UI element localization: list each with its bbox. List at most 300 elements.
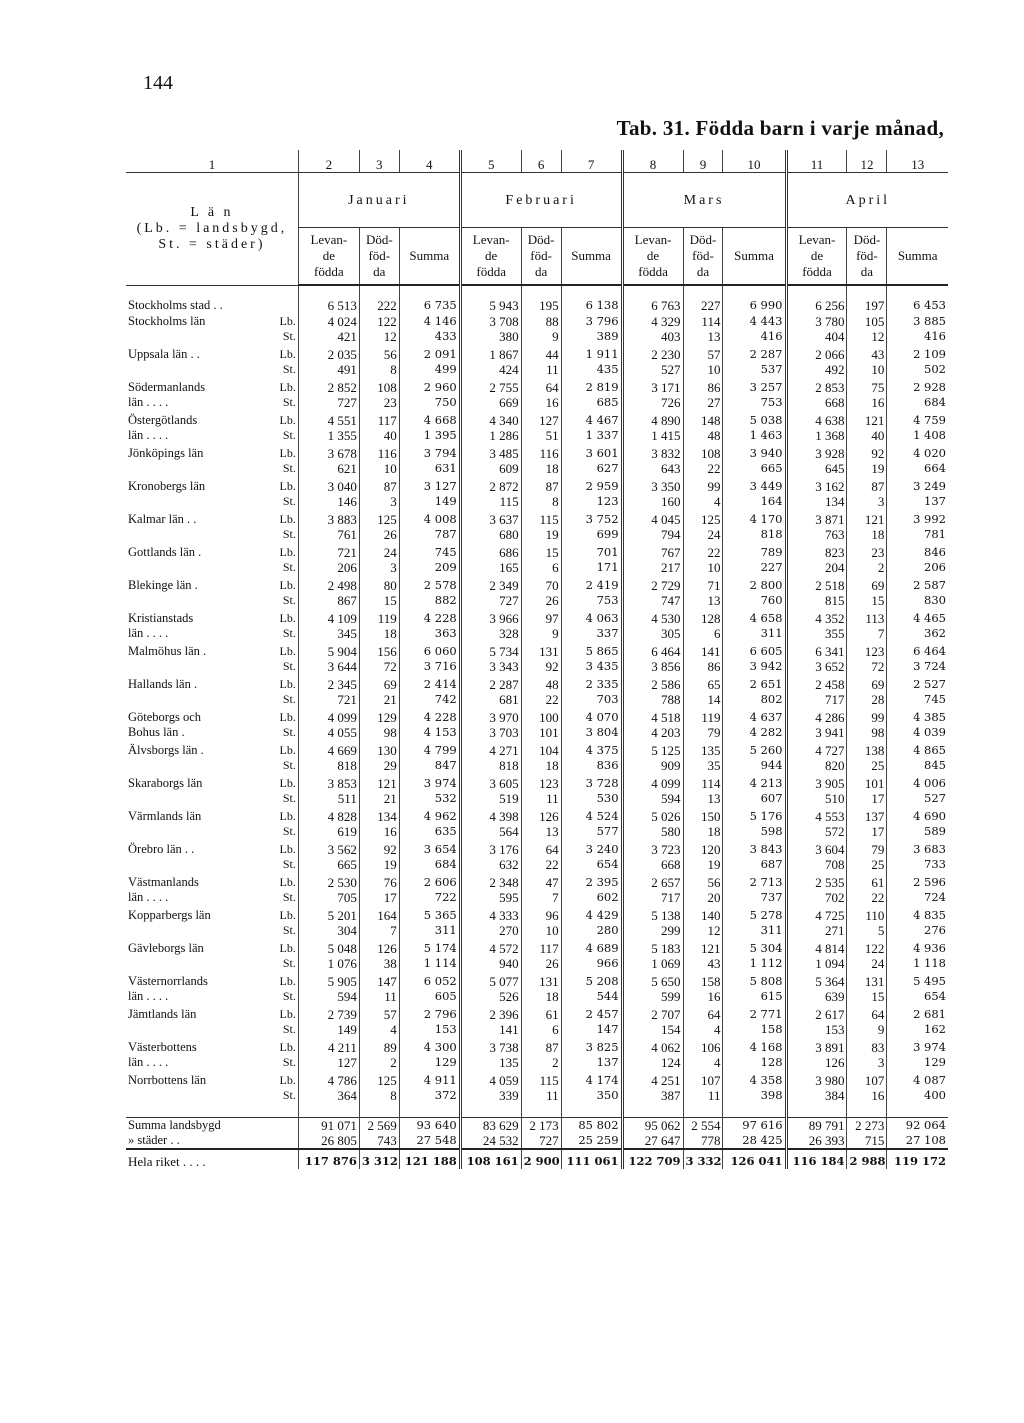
spacer-cell [622,285,683,298]
table-row [126,544,948,560]
sum-cell: 6 060 [399,643,460,659]
area-type: St. [282,890,296,904]
live-births-cell: 27 647 [622,1133,683,1149]
live-births-cell: 1 415 [622,428,683,445]
live-births-cell: 1 286 [460,428,521,445]
column-number: 9 [683,150,723,173]
sum-cell: 1 112 [723,956,786,973]
stillbirths-cell: 131 [847,973,887,989]
county-header-line-3: St. = städer) [158,236,266,252]
stillbirths-cell: 164 [359,907,399,923]
stillbirths-cell: 119 [683,709,723,725]
live-births-cell: 632 [460,857,521,874]
county-cell [126,428,298,445]
county-cell [126,890,298,907]
sum-cell: 742 [399,692,460,709]
live-births-cell: 91 071 [298,1118,359,1134]
sum-cell: 27 548 [399,1133,460,1149]
county-label [128,941,296,956]
live-births-cell: 909 [622,758,683,775]
live-births-cell: 3 905 [786,775,847,791]
sum-cell: 85 802 [561,1118,622,1134]
stillbirths-cell: 21 [359,791,399,808]
county-cell [126,907,298,923]
stillbirths-header [359,228,399,286]
stillbirths-cell: 75 [847,379,887,395]
county-name: Kristianstads [128,611,194,625]
live-births-cell: 305 [622,626,683,643]
table-row [126,346,948,362]
live-births-cell: 4 024 [298,313,359,329]
stillbirths-cell: 2 [359,1055,399,1072]
stillbirths-cell: 13 [683,593,723,610]
county-label [128,743,296,758]
live-births-cell: 108 161 [460,1149,521,1169]
sum-cell: 3 942 [723,659,786,676]
stillbirths-cell: 2 [847,560,887,577]
stillbirths-cell: 715 [847,1133,887,1149]
sum-cell: 1 408 [887,428,948,445]
stillbirths-cell: 222 [359,298,399,313]
sum-cell: 398 [723,1088,786,1105]
spacer-cell [399,285,460,298]
live-births-header-line: Levan- [634,232,672,247]
sum-cell: 2 928 [887,379,948,395]
live-births-cell: 4 251 [622,1072,683,1088]
sum-cell: 2 091 [399,346,460,362]
sum-cell: 684 [399,857,460,874]
stillbirths-cell: 4 [359,1022,399,1039]
sum-cell: 665 [723,461,786,478]
table-row [126,1088,948,1105]
sum-cell: 4 443 [723,313,786,329]
live-births-cell: 4 211 [298,1039,359,1055]
stillbirths-cell: 98 [847,725,887,742]
county-label [128,1154,296,1169]
sum-cell: 4 039 [887,725,948,742]
stillbirths-cell: 19 [359,857,399,874]
county-name: Gävleborgs län [128,941,204,955]
county-label [128,923,296,938]
county-label [128,644,296,659]
column-number: 1 [126,150,298,173]
area-type: St. [282,593,296,607]
sum-cell: 3 435 [561,659,622,676]
stillbirths-cell: 10 [683,362,723,379]
stillbirths-cell: 121 [847,412,887,428]
sum-cell: 846 [887,544,948,560]
sum-cell: 2 800 [723,577,786,593]
county-name: Västernorrlands [128,974,208,988]
table-row [126,643,948,659]
sum-cell: 530 [561,791,622,808]
live-births-cell: 3 883 [298,511,359,527]
live-births-cell: 3 040 [298,478,359,494]
county-name: Östergötlands [128,413,198,427]
county-cell [126,791,298,808]
table-row [126,709,948,725]
live-births-cell: 339 [460,1088,521,1105]
live-births-cell: 3 176 [460,841,521,857]
table-row [126,791,948,808]
county-label [128,314,296,329]
stillbirths-cell: 123 [847,643,887,659]
live-births-cell: 2 657 [622,874,683,890]
stillbirths-cell: 147 [359,973,399,989]
live-births-cell: 2 707 [622,1006,683,1022]
table-row [126,659,948,676]
sum-cell: 209 [399,560,460,577]
stillbirths-cell: 80 [359,577,399,593]
stillbirths-cell: 6 [683,626,723,643]
column-number: 2 [298,150,359,173]
stillbirths-cell: 115 [521,511,561,527]
stillbirths-cell: 197 [847,298,887,313]
sum-cell: 2 287 [723,346,786,362]
live-births-cell: 3 891 [786,1039,847,1055]
county-label [128,659,296,674]
live-births-cell: 599 [622,989,683,1006]
sum-header: Summa [887,228,948,286]
column-number: 8 [622,150,683,173]
live-births-cell: 3 162 [786,478,847,494]
live-births-cell: 3 171 [622,379,683,395]
stillbirths-cell: 4 [683,1055,723,1072]
live-births-cell: 2 852 [298,379,359,395]
table-row [126,379,948,395]
sum-cell: 149 [399,494,460,511]
stillbirths-header-line: Död- [689,232,717,247]
sum-cell: 502 [887,362,948,379]
stillbirths-cell: 119 [359,610,399,626]
stillbirths-cell: 11 [521,1088,561,1105]
sum-cell: 4 358 [723,1072,786,1088]
sum-cell: 276 [887,923,948,940]
sum-cell: 137 [887,494,948,511]
stillbirths-cell: 121 [847,511,887,527]
live-births-cell: 3 871 [786,511,847,527]
live-births-cell: 668 [786,395,847,412]
sum-cell: 3 974 [887,1039,948,1055]
table-row [126,676,948,692]
stillbirths-cell: 14 [683,692,723,709]
live-births-cell: 5 183 [622,940,683,956]
stillbirths-cell: 134 [359,808,399,824]
sum-cell: 966 [561,956,622,973]
sum-cell: 589 [887,824,948,841]
live-births-header [460,228,521,286]
stillbirths-cell: 3 312 [359,1149,399,1169]
sum-cell: 2 651 [723,676,786,692]
county-label [128,989,296,1004]
stillbirths-cell: 122 [359,313,399,329]
stillbirths-cell: 76 [359,874,399,890]
sum-cell: 119 172 [887,1149,948,1169]
table-row [126,692,948,709]
county-cell [126,874,298,890]
stillbirths-cell: 17 [847,824,887,841]
area-type: Lb. [279,776,296,790]
stillbirths-cell: 61 [847,874,887,890]
county-cell [126,841,298,857]
stillbirths-cell: 129 [359,709,399,725]
stillbirths-cell: 227 [683,298,723,313]
county-name: Blekinge län . [128,578,198,592]
table-row [126,1022,948,1039]
sum-cell: 602 [561,890,622,907]
sum-cell: 818 [723,527,786,544]
stillbirths-cell: 71 [683,577,723,593]
area-type: St. [282,362,296,376]
sum-cell: 311 [399,923,460,940]
county-cell [126,478,298,494]
page-number: 144 [143,72,173,94]
county-name: Västerbottens [128,1040,197,1054]
sum-cell: 733 [887,857,948,874]
live-births-cell: 3 562 [298,841,359,857]
stillbirths-cell: 16 [847,1088,887,1105]
sum-cell: 847 [399,758,460,775]
area-type: St. [282,428,296,442]
sum-cell: 737 [723,890,786,907]
live-births-cell: 3 723 [622,841,683,857]
live-births-cell: 165 [460,560,521,577]
county-label [128,1118,296,1133]
live-births-cell: 761 [298,527,359,544]
table-row [126,890,948,907]
sum-cell: 631 [399,461,460,478]
stillbirths-cell: 22 [683,544,723,560]
county-cell [126,544,298,560]
column-number: 12 [847,150,887,173]
table-row [126,626,948,643]
sum-cell: 760 [723,593,786,610]
live-births-cell: 6 763 [622,298,683,313]
spacer-cell [683,285,723,298]
spacer-cell [521,1105,561,1118]
county-label [128,380,296,395]
stillbirths-header-line: Död- [365,232,393,247]
stillbirths-cell: 2 554 [683,1118,723,1134]
stillbirths-cell: 128 [683,610,723,626]
live-births-header-line: Levan- [472,232,510,247]
stillbirths-cell: 26 [359,527,399,544]
live-births-cell: 5 125 [622,742,683,758]
stillbirths-cell: 121 [683,940,723,956]
live-births-cell: 717 [622,890,683,907]
stillbirths-cell: 24 [683,527,723,544]
county-label [128,395,296,410]
area-type: Lb. [279,1007,296,1021]
county-label [128,362,296,377]
sum-cell: 3 940 [723,445,786,461]
sum-cell: 4 153 [399,725,460,742]
stillbirths-cell: 15 [521,544,561,560]
area-type: St. [282,395,296,409]
sum-cell: 2 819 [561,379,622,395]
county-label [128,776,296,791]
stillbirths-cell: 131 [521,973,561,989]
area-type: St. [282,725,296,739]
sum-cell: 4 063 [561,610,622,626]
live-births-cell: 384 [786,1088,847,1105]
county-cell [126,593,298,610]
stillbirths-cell: 4 [683,494,723,511]
stillbirths-cell: 19 [683,857,723,874]
live-births-cell: 404 [786,329,847,346]
sum-cell: 4 087 [887,1072,948,1088]
stillbirths-cell: 18 [359,626,399,643]
stillbirths-cell: 57 [359,1006,399,1022]
stillbirths-cell: 18 [521,989,561,1006]
sum-cell: 5 208 [561,973,622,989]
column-number: 5 [460,150,521,173]
stillbirths-cell: 108 [683,445,723,461]
live-births-cell: 727 [298,395,359,412]
sum-cell: 1 911 [561,346,622,362]
live-births-cell: 403 [622,329,683,346]
table-row [126,1133,948,1149]
live-births-cell: 3 652 [786,659,847,676]
sum-cell: 607 [723,791,786,808]
county-name: Hallands län . [128,677,198,691]
sum-cell: 129 [399,1055,460,1072]
live-births-cell: 2 535 [786,874,847,890]
stillbirths-cell: 38 [359,956,399,973]
sum-cell: 2 419 [561,577,622,593]
stillbirths-cell: 22 [683,461,723,478]
county-cell [126,577,298,593]
sum-cell: 2 457 [561,1006,622,1022]
county-cell [126,775,298,791]
spacer-cell [126,285,298,298]
stillbirths-cell: 70 [521,577,561,593]
live-births-cell: 5 138 [622,907,683,923]
spacer-cell [887,1105,948,1118]
area-type: St. [282,923,296,937]
stillbirths-cell: 104 [521,742,561,758]
area-type: St. [282,857,296,871]
stillbirths-cell: 8 [521,494,561,511]
stillbirths-cell: 116 [359,445,399,461]
area-type: Lb. [279,1073,296,1087]
live-births-cell: 3 644 [298,659,359,676]
sum-cell: 111 061 [561,1149,622,1169]
county-name: län . . . . [128,626,169,640]
table-row [126,1039,948,1055]
stillbirths-cell: 107 [683,1072,723,1088]
sum-cell: 685 [561,395,622,412]
table-row [126,461,948,478]
stillbirths-cell: 2 273 [847,1118,887,1134]
sum-cell: 1 118 [887,956,948,973]
county-cell [126,956,298,973]
stillbirths-header-line: da [373,264,386,279]
sum-cell: 2 587 [887,577,948,593]
stillbirths-cell: 99 [683,478,723,494]
live-births-header-line: de [810,248,824,263]
live-births-cell: 304 [298,923,359,940]
live-births-cell: 4 551 [298,412,359,428]
live-births-cell: 6 341 [786,643,847,659]
county-name: Hela riket . . . . [128,1154,206,1169]
county-cell [126,362,298,379]
live-births-cell: 95 062 [622,1118,683,1134]
stillbirths-cell: 18 [683,824,723,841]
sum-cell: 5 278 [723,907,786,923]
county-cell [126,329,298,346]
live-births-cell: 5 650 [622,973,683,989]
county-cell [126,527,298,544]
sum-cell: 4 168 [723,1039,786,1055]
stillbirths-cell: 141 [683,643,723,659]
stillbirths-cell: 26 [521,956,561,973]
live-births-cell: 2 853 [786,379,847,395]
stillbirths-header-line: föd- [368,248,391,263]
stillbirths-cell: 11 [683,1088,723,1105]
county-cell [126,395,298,412]
spacer-cell [460,1105,521,1118]
county-cell [126,298,298,313]
table-row [126,1149,948,1169]
month-row [126,173,948,228]
birth-statistics-table [126,150,948,1169]
stillbirths-cell: 48 [683,428,723,445]
stillbirths-cell: 24 [359,544,399,560]
stillbirths-cell: 64 [521,841,561,857]
live-births-cell: 594 [622,791,683,808]
county-name: län . . . . [128,428,169,442]
sum-cell: 787 [399,527,460,544]
live-births-cell: 3 780 [786,313,847,329]
county-cell [126,1072,298,1088]
stillbirths-cell: 9 [521,626,561,643]
column-number: 7 [561,150,622,173]
sum-cell: 153 [399,1022,460,1039]
sum-cell: 753 [561,593,622,610]
month-january: Januari [298,173,460,228]
stillbirths-cell: 2 569 [359,1118,399,1134]
area-type: St. [282,956,296,970]
county-name: Kopparbergs län [128,908,211,922]
county-label [128,890,296,905]
live-births-cell: 823 [786,544,847,560]
county-label [128,974,296,989]
sum-cell: 664 [887,461,948,478]
county-name: Jämtlands län [128,1007,197,1021]
live-births-cell: 4 572 [460,940,521,956]
county-cell [126,412,298,428]
stillbirths-cell: 11 [359,989,399,1006]
stillbirths-cell: 17 [359,890,399,907]
county-cell [126,973,298,989]
sum-cell: 280 [561,923,622,940]
spacer-cell [359,285,399,298]
sum-cell: 5 174 [399,940,460,956]
stillbirths-cell: 105 [847,313,887,329]
stillbirths-cell: 18 [521,758,561,775]
stillbirths-cell: 72 [847,659,887,676]
table-row [126,742,948,758]
sum-header: Summa [561,228,622,286]
stillbirths-cell: 56 [683,874,723,890]
stillbirths-cell: 51 [521,428,561,445]
sum-cell: 4 174 [561,1072,622,1088]
area-type: Lb. [279,842,296,856]
sum-cell: 5 038 [723,412,786,428]
live-births-cell: 4 814 [786,940,847,956]
live-births-cell: 421 [298,329,359,346]
